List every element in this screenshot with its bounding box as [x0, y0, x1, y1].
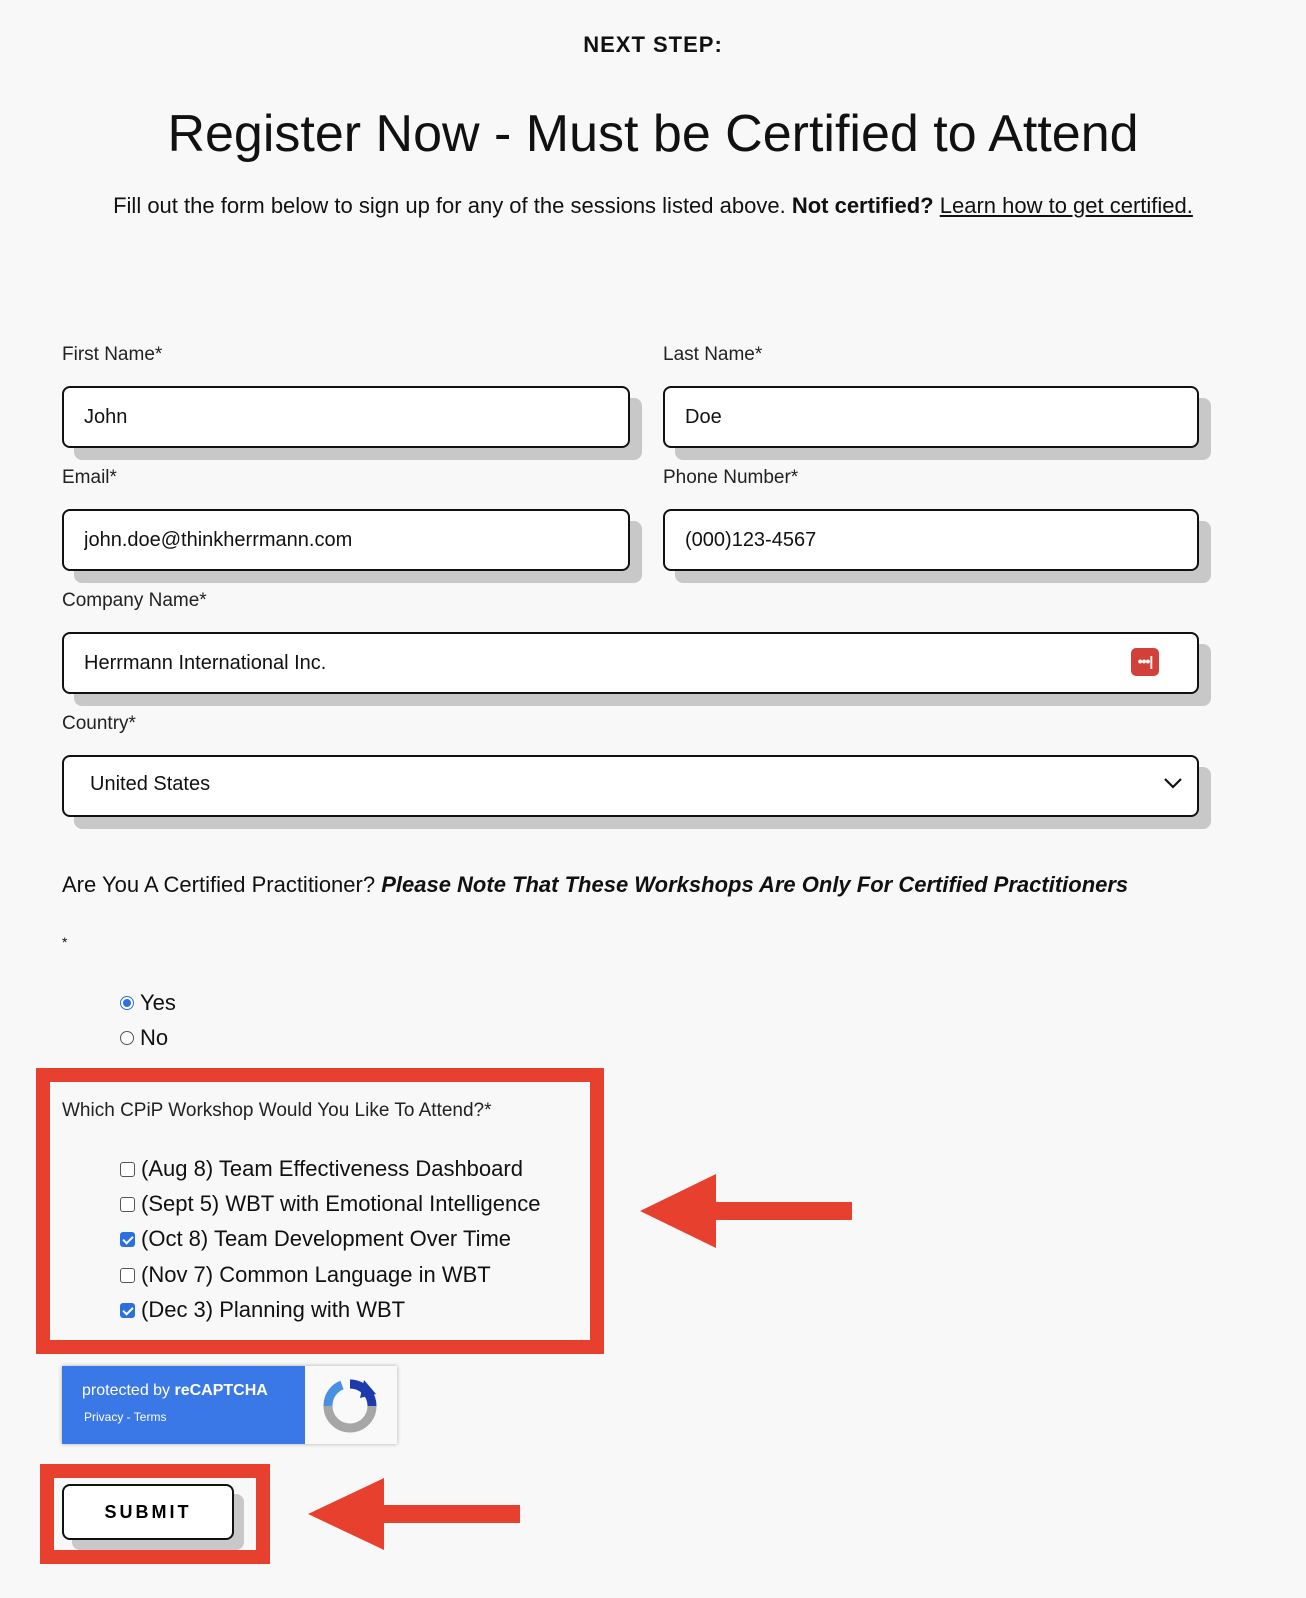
workshop-checkbox[interactable] [120, 1268, 135, 1283]
recaptcha-protected-by: protected by [82, 1382, 175, 1399]
workshop-checkbox[interactable] [120, 1197, 135, 1212]
intro-paragraph [100, 188, 1206, 224]
country-label: Country* [62, 713, 136, 734]
workshop-option[interactable] [120, 1191, 540, 1217]
intro-text: Fill out the form below to sign up for any of the sessions listed above. [113, 193, 792, 218]
last-name-input[interactable] [663, 386, 1199, 448]
phone-input[interactable] [663, 509, 1199, 571]
certified-question [62, 872, 1262, 898]
learn-certified-link[interactable]: Learn how to get certified. [939, 193, 1193, 218]
workshop-option[interactable] [120, 1226, 511, 1252]
certified-question-text: Are You A Certified Practitioner? [62, 872, 382, 897]
radio-yes-label: Yes [140, 990, 176, 1015]
workshop-option[interactable] [120, 1262, 491, 1288]
password-manager-icon[interactable]: •••| [1131, 648, 1159, 676]
next-step-eyebrow: NEXT STEP: [583, 32, 723, 57]
workshop-checkbox[interactable] [120, 1232, 135, 1247]
country-selected-value: United States [90, 773, 211, 795]
company-label: Company Name* [62, 590, 207, 611]
workshop-checkbox[interactable] [120, 1162, 135, 1177]
required-mark: * [62, 934, 68, 950]
country-select[interactable] [62, 755, 1199, 817]
company-input[interactable] [62, 632, 1199, 694]
certified-note: Please Note That These Workshops Are Only For Certified Practitioners [381, 872, 1129, 897]
page-title: Register Now - Must be Certified to Attend [167, 105, 1139, 163]
radio-option-yes[interactable] [120, 990, 176, 1016]
submit-button[interactable]: SUBMIT [62, 1484, 234, 1540]
workshop-checkbox[interactable] [120, 1303, 135, 1318]
intro-bold: Not certified? [791, 193, 934, 218]
workshop-label: (Nov 7) Common Language in WBT [141, 1262, 491, 1287]
recaptcha-badge[interactable] [62, 1366, 397, 1444]
last-name-label: Last Name* [663, 344, 763, 365]
radio-yes[interactable] [120, 996, 134, 1010]
email-label: Email* [62, 467, 117, 488]
workshop-label: (Dec 3) Planning with WBT [141, 1297, 406, 1322]
workshop-option[interactable] [120, 1156, 523, 1182]
recaptcha-text [82, 1382, 268, 1400]
workshop-label: (Aug 8) Team Effectiveness Dashboard [141, 1156, 523, 1181]
first-name-input[interactable] [62, 386, 630, 448]
workshop-question: Which CPiP Workshop Would You Like To Attend?* [62, 1100, 492, 1121]
company-field-wrap [62, 632, 1199, 694]
first-name-label: First Name* [62, 344, 163, 365]
arrow-left-icon [308, 1476, 522, 1552]
phone-label: Phone Number* [663, 467, 799, 488]
radio-option-no[interactable] [120, 1025, 168, 1051]
workshop-label: (Sept 5) WBT with Emotional Intelligence [141, 1191, 541, 1216]
workshop-label: (Oct 8) Team Development Over Time [141, 1226, 512, 1251]
chevron-down-icon [1161, 771, 1185, 795]
radio-no[interactable] [120, 1031, 134, 1045]
email-input[interactable] [62, 509, 630, 571]
recaptcha-links[interactable]: Privacy - Terms [84, 1410, 167, 1424]
workshop-option[interactable] [120, 1297, 405, 1323]
recaptcha-brand: reCAPTCHA [174, 1382, 268, 1399]
radio-no-label: No [140, 1025, 169, 1050]
recaptcha-logo-icon [320, 1376, 380, 1436]
recaptcha-label-panel [62, 1366, 305, 1444]
arrow-left-icon [640, 1172, 854, 1250]
